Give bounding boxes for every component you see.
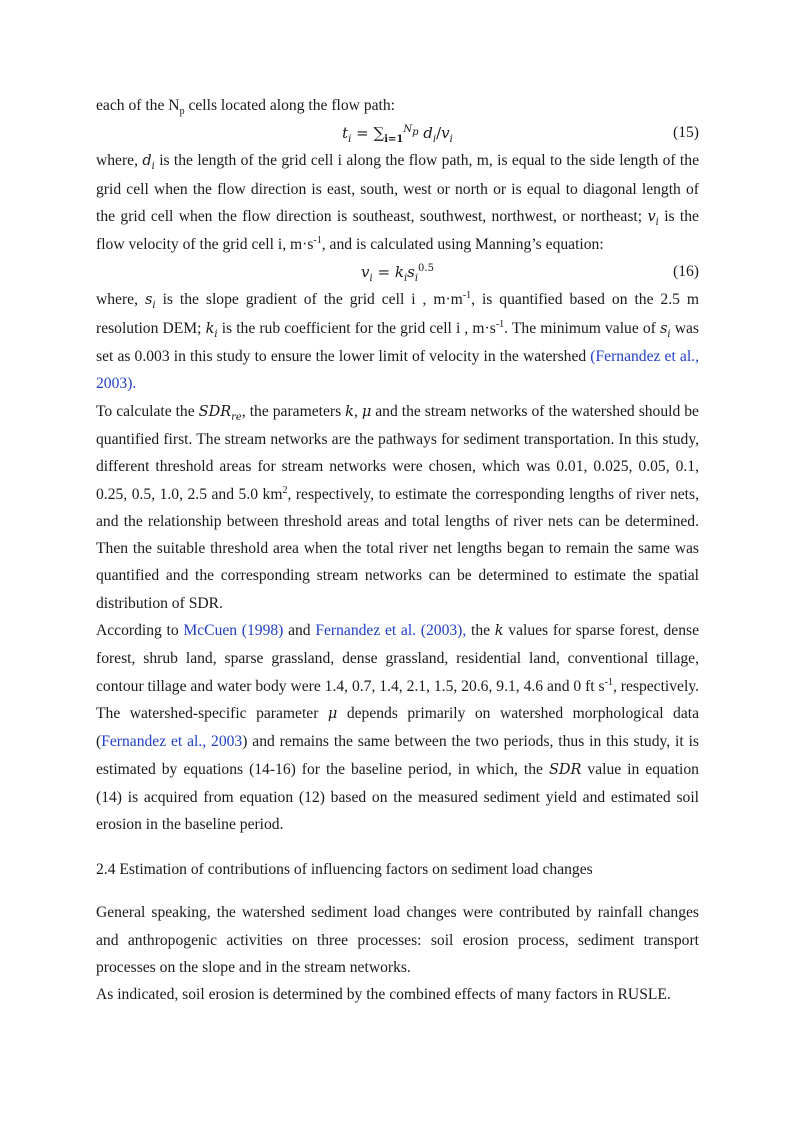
citation-link[interactable]: Fernandez et al. (2003), <box>315 622 467 640</box>
paper-page <box>96 92 699 1009</box>
section-heading: 2.4 Estimation of contributions of influencing factors on sediment load changes <box>96 861 593 879</box>
paragraph-k-values: According to McCuen (1998) and Fernandez et al. (2003), the k values for sparse forest, dense forest, shrub land, sparse grassland, dense grassland, residential land, conventional tillage, contour tillage and water body were 1.4, 0.7, 1.4, 2.1, 1.5, 20.6, 9.1, 4.6 and 0 ft $s^{-1}$, respectively. The watershed-specific parameter μ depends primarily on watershed morphological data (Fernandez et al., 2003) and remains the same between the two periods, thus in this study, it is estimated by equations (14-16) for the baseline period, in which, the SDR value in equation (14) is acquired from equation (12) based on the measured sediment yield and estimated soil erosion in the baseline period. <box>96 622 700 834</box>
text: each of the N <box>96 97 180 114</box>
equation-15 <box>96 119 699 147</box>
paragraph-where-2: where, $s_i$ is the slope gradient of the grid cell i , $m\cdot m^{-1}$, is quantified based on the 2.5 m resolution DEM; $k_i$ is the rub coefficient for the grid cell i , $m\cdot s^{-1}$. The minimum value of $s_i$ was set as 0.003 in this study to ensure the lower limit of velocity in the watershed (Fernandez et al., 2003). <box>96 290 699 393</box>
equation-number: (15) <box>673 124 699 142</box>
paragraph-intro <box>96 92 699 119</box>
equation-body: $v_i = k_is_i^{0.5}$ <box>361 263 434 285</box>
paragraph-general: General speaking, the watershed sediment load changes were contributed by rainfall changes and anthropogenic activities on three processes: soil erosion process, sediment transport processes on the slope and in the stream networks. <box>96 904 699 977</box>
citation-link[interactable]: Fernandez et al., 2003 <box>101 733 243 751</box>
equation-16 <box>96 258 699 286</box>
subscript: p <box>179 106 185 118</box>
equation-number: (16) <box>673 263 699 281</box>
equation-body: $t_i = \sum_{i=1}^{N_p}$ $d_i/v_i$ <box>342 124 453 146</box>
paragraph-sdr: To calculate the $SDR_{re}$, the parameters k, μ and the stream networks of the watershed should be quantified first. The stream networks are the pathways for sediment transportation. In this study, different threshold areas for stream networks were chosen, which was 0.01, 0.025, 0.05, 0.1, 0.25, 0.5, 1.0, 2.5 and 5.0 $km^2$, respectively, to estimate the corresponding lengths of river nets, and the relationship between threshold areas and total lengths of river nets can be determined. Then the suitable threshold area when the total river net lengths began to remain the same was quantified and the corresponding stream networks can be determined to estimate the spatial distribution of SDR. <box>96 402 699 612</box>
citation-link[interactable]: (Fernandez et al., 2003). <box>96 348 699 393</box>
citation-link[interactable]: McCuen (1998) <box>183 622 284 640</box>
text: cells located along the flow path: <box>184 97 396 114</box>
paragraph-where-1: where, $d_i$ is the length of the grid cell i along the flow path, m, is equal to the side length of the grid cell when the flow direction is east, south, west or north or is equal to diagonal length of the grid cell when the flow direction is southeast, southwest, northwest, or northeast; $v_i$ is the flow velocity of the grid cell i, $m\cdot s^{-1}$, and is calculated using Manning’s equation: <box>96 152 699 254</box>
paragraph-rusle: As indicated, soil erosion is determined by the combined effects of many factors in RUSLE. <box>96 986 671 1004</box>
